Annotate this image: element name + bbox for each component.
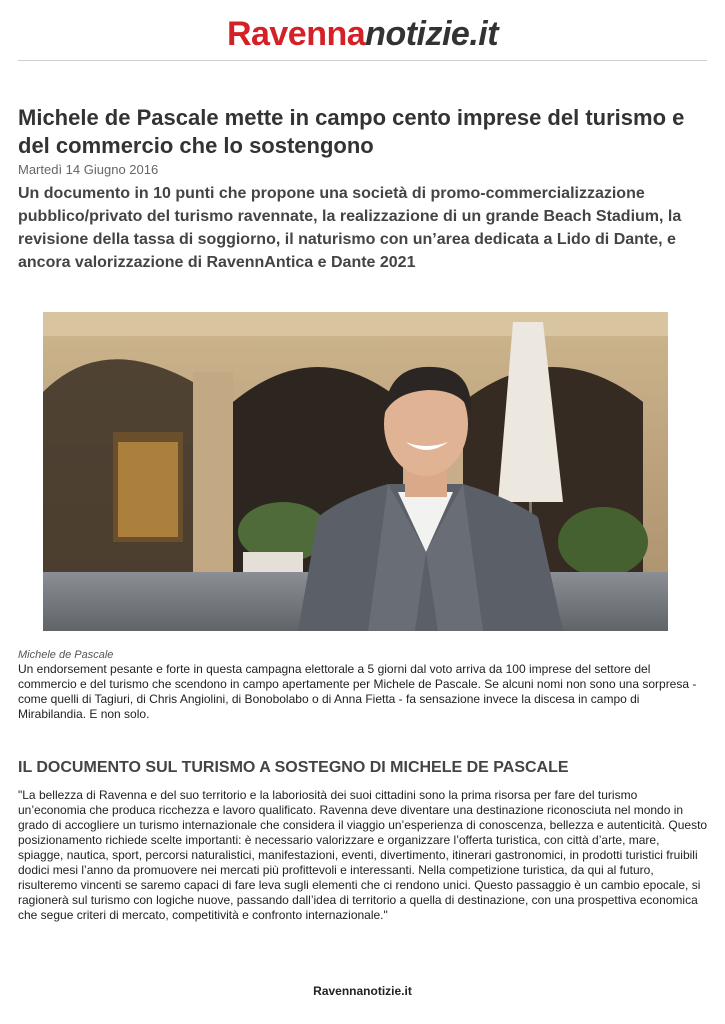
article-date: Martedì 14 Giugno 2016 — [18, 162, 159, 177]
intro-paragraph: Un endorsement pesante e forte in questa campagna elettorale a 5 giorni dal voto arriva da 100 imprese del settore del commercio e del turismo che scendono in campo apertamente per Michele de Pascale. Se alcuni nomi non sono una sorpresa - come quelli di Tagiuri, di Chris Angiolini, di Bonobolabo o di Anna Fietta - fa sensazione invece la discesa in campo di Mirabilandia. E non solo. — [18, 662, 697, 721]
header-divider — [18, 60, 707, 61]
document-paragraph: "La bellezza di Ravenna e del suo territorio e la laboriosità dei suoi cittadini sono la prima risorsa per fare del turismo un’economia che produca ricchezza e lavoro qualificato. Ravenna deve diventare una destinazione riconosciuta nel mondo in grado di accogliere un turismo internazionale che considera il viaggio un’esperienza di conoscenza, bellezza e autenticità. Questo posizionamento richiede scelte importanti: è necessario valorizzare e organizzare l’offerta turistica, con città d’arte, mare, spiagge, nautica, sport, percorsi naturalistici, manifestazioni, eventi, divertimento, itinerari gastronomici, in prodotti turistici fruibili dodici mesi l’anno da promuovere nei mercati più profittevoli e interessanti. Nella competizione turistica, da qui al futuro, risulteremo vincenti se saremo capaci di fare leva sugli elementi che ci rendono unici. Questo passaggio è un cambio epocale, si ragionerà sul turismo con logiche nuove, passando dall’idea di territorio a quella di destinazione, con una prospettiva economica che segue criteri di mercato, competitività e confronto internazionale." — [18, 788, 708, 922]
article-title: Michele de Pascale mette in campo cento imprese del turismo e del commercio che lo sostengono — [18, 105, 685, 158]
portrait-illustration — [43, 312, 668, 631]
article-subtitle: Un documento in 10 punti che propone una società di promo-commercializzazione pubblico/privato del turismo ravennate, la realizzazione di un grande Beach Stadium, la revisione della tassa di soggiorno, il naturismo con un’area dedicata a Lido di Dante, e ancora valorizzazione di RavennAntica e Dante 2021 — [18, 185, 682, 271]
article-photo — [43, 312, 668, 631]
site-logo[interactable] — [0, 12, 725, 56]
logo-part-ravenna: Ravenna — [226, 15, 366, 53]
footer-site-name[interactable]: Ravennanotizie.it — [313, 984, 412, 998]
logo-part-notizie: notizie.it — [365, 15, 499, 53]
section-heading: IL DOCUMENTO SUL TURISMO A SOSTEGNO DI MICHELE DE PASCALE — [18, 759, 569, 776]
image-caption: Michele de Pascale — [18, 649, 114, 661]
